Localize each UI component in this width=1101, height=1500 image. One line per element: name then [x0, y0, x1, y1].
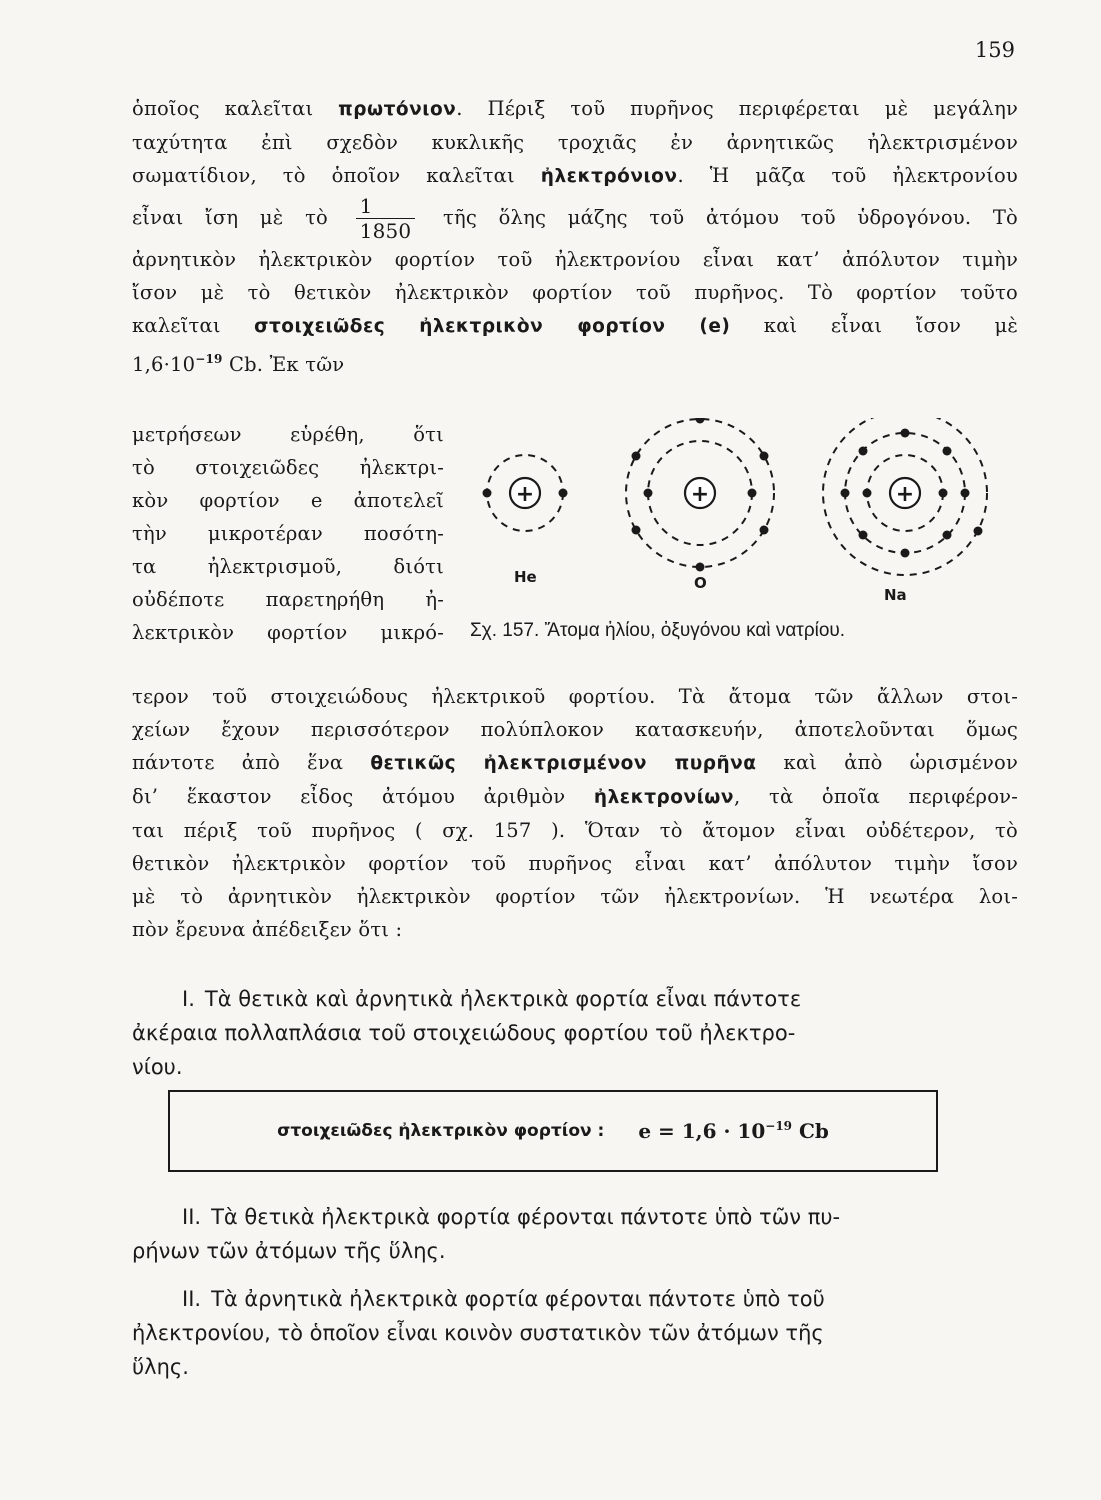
figure-caption: Σχ. 157. Ἄτομα ἡλίου, ὀξυγόνου καὶ νατρίου.	[470, 620, 846, 641]
he-nucleus-sign: +	[515, 482, 535, 507]
law2-line-1: II. Τὰ θετικὰ ἠλεκτρικὰ φορτία φέρονται πάντοτε ὑπὸ τῶν πυ-	[182, 1205, 841, 1229]
side-column	[132, 418, 444, 649]
label-na: Na	[884, 586, 907, 604]
law3-line-2: ἠλεκτρονίου, τὸ ὁποῖον εἶναι κοινὸν συστατικὸν τῶν ἀτόμων τῆς	[132, 1321, 824, 1345]
law1-line-3: νίου.	[132, 1055, 183, 1079]
p1-line-4: εἶναι ἴση μὲ τὸ $\frac{1}{1850}$ τῆς ὅλης μάζης τοῦ ἀτόμου τοῦ ὑδρογόνου. Τὸ	[132, 194, 1018, 243]
paragraph-1	[132, 92, 1018, 381]
fraction-1-1850: $\frac{1}{1850}$	[356, 196, 416, 241]
p1-line-3: σωματίδιον, τὸ ὁποῖον καλεῖται ἠλεκτρόνιον. Ἡ μᾶζα τοῦ ἠλεκτρονίου	[132, 164, 1018, 187]
p1-line-7: καλεῖται στοιχειῶδες ἠλεκτρικὸν φορτίον (e) καὶ εἶναι ἴσον μὲ	[132, 314, 1018, 337]
side-line-5: τα ἠλεκτρισμοῦ, διότι	[132, 555, 444, 578]
law1-line-1: I. Τὰ θετικὰ καὶ ἀρνητικὰ ἠλεκτρικὰ φορτία εἶναι πάντοτε	[182, 987, 802, 1011]
law-1	[132, 982, 992, 1084]
law-2	[132, 1200, 992, 1268]
paragraph-2	[132, 680, 1018, 946]
atom-diagrams	[460, 418, 1020, 618]
formula-value: $e = 1,6 \cdot 10^{-19}$ Cb	[638, 1119, 829, 1143]
p2-line-6: θετικὸν ἠλεκτρικὸν φορτίον τοῦ πυρῆνος εἶναι κατ’ ἀπόλυτον τιμὴν ἴσον	[132, 852, 1018, 875]
p2-line-1: τερον τοῦ στοιχειώδους ἠλεκτρικοῦ φορτίου. Τὰ ἄτομα τῶν ἄλλων στοι-	[132, 685, 1018, 708]
law3-line-1: II. Τὰ ἀρνητικὰ ἠλεκτρικὰ φορτία φέρονται πάντοτε ὑπὸ τοῦ	[182, 1287, 825, 1311]
p2-line-7: μὲ τὸ ἀρνητικὸν ἠλεκτρικὸν φορτίον τῶν ἠλεκτρονίων. Ἡ νεωτέρα λοι-	[132, 885, 1018, 908]
p2-line-8: πὸν ἔρευνα ἀπέδειξεν ὅτι :	[132, 918, 403, 941]
p1-line-8: $1,6\cdot 10^{-19}$ Cb. Ἐκ τῶν	[132, 352, 345, 376]
p1-line-1: ὁποῖος καλεῖται πρωτόνιον. Πέριξ τοῦ πυρῆνος περιφέρεται μὲ μεγάλην	[132, 97, 1019, 120]
side-line-7: λεκτρικὸν φορτίον μικρό-	[132, 621, 444, 644]
law2-line-2: ρήνων τῶν ἀτόμων τῆς ὕλης.	[132, 1239, 446, 1263]
term-proton: πρωτόνιον	[338, 99, 457, 120]
label-he: He	[514, 568, 537, 586]
law1-line-2: ἀκέραια πολλαπλάσια τοῦ στοιχειώδους φορτίου τοῦ ἠλεκτρο-	[132, 1021, 796, 1045]
side-line-1: μετρήσεων εὑρέθη, ὅτι	[132, 423, 444, 446]
page-number: 159	[974, 38, 1015, 62]
p2-line-3: πάντοτε ἀπὸ ἕνα θετικῶς ἠλεκτρισμένον πυρῆνα καὶ ἀπὸ ὡρισμένον	[132, 751, 1018, 774]
side-line-6: οὐδέποτε παρετηρήθη ἠ-	[132, 588, 444, 611]
label-o: O	[694, 574, 707, 592]
term-positive-nucleus: θετικῶς ἠλεκτρισμένον πυρῆνα	[370, 753, 757, 774]
term-electrons: ἠλεκτρονίων	[593, 787, 734, 808]
p1-line-2: ταχύτητα ἐπὶ σχεδὸν κυκλικῆς τροχιᾶς ἐν ἀρνητικῶς ἠλεκτρισμένον	[132, 131, 1018, 154]
p2-line-4: δι’ ἕκαστον εἶδος ἀτόμου ἀριθμὸν ἠλεκτρονίων, τὰ ὁποῖα περιφέρον-	[132, 785, 1018, 808]
o-nucleus-sign: +	[690, 482, 710, 507]
p2-line-2: χείων ἔχουν περισσότερον πολύπλοκον κατασκευήν, ἀποτελοῦνται ὅμως	[132, 718, 1018, 741]
formula-label: στοιχειῶδες ἠλεκτρικὸν φορτίον :	[277, 1121, 605, 1141]
side-line-4: τὴν μικροτέραν ποσότη-	[132, 522, 444, 545]
side-line-2: τὸ στοιχειῶδες ἠλεκτρι-	[132, 456, 444, 479]
side-line-3: κὸν φορτίον e ἀποτελεῖ	[132, 489, 444, 512]
law-3	[132, 1282, 992, 1384]
na-nucleus-sign: +	[895, 482, 915, 507]
p2-line-5: ται πέριξ τοῦ πυρῆνος ( σχ. 157 ). Ὅταν τὸ ἄτομον εἶναι οὐδέτερον, τὸ	[132, 819, 1018, 842]
term-electron: ἠλεκτρόνιον	[540, 166, 678, 187]
term-elementary-charge: στοιχειῶδες ἠλεκτρικὸν φορτίον (e)	[254, 316, 731, 337]
p1-line-6: ἴσον μὲ τὸ θετικὸν ἠλεκτρικὸν φορτίον τοῦ πυρῆνος. Τὸ φορτίον τοῦτο	[132, 281, 1018, 304]
law3-line-3: ὕλης.	[132, 1355, 189, 1379]
formula-box	[168, 1090, 938, 1172]
p1-line-5: ἀρνητικὸν ἠλεκτρικὸν φορτίον τοῦ ἠλεκτρονίου εἶναι κατ’ ἀπόλυτον τιμὴν	[132, 248, 1018, 271]
